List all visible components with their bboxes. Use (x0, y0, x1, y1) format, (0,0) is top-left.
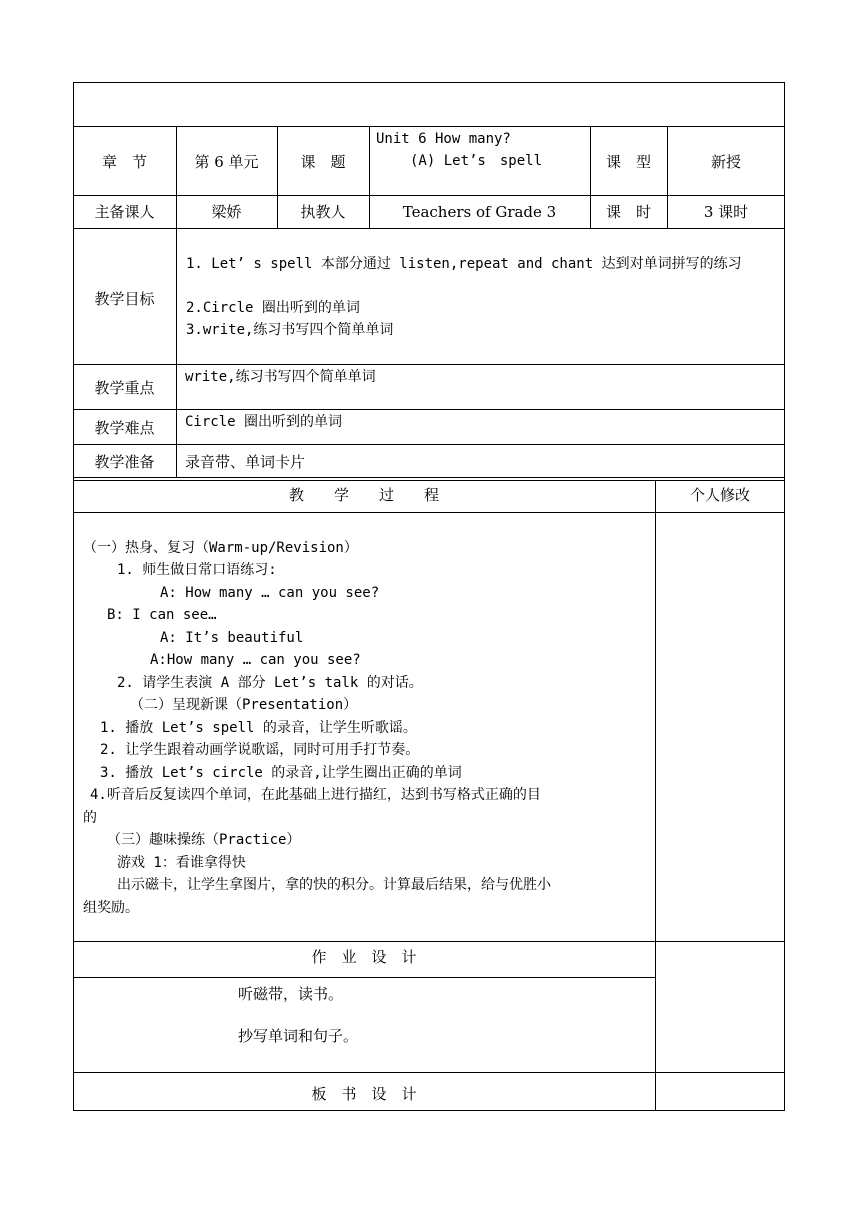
process-line: （二）呈现新课（Presentation） (130, 697, 358, 713)
goals-line-3: 3.write,练习书写四个简单单词 (186, 322, 394, 338)
key-points-text: write,练习书写四个简单单词 (185, 369, 376, 385)
goals-label: 教学目标 (94, 290, 155, 308)
preparation-label: 教学准备 (94, 453, 155, 471)
preparer-label: 主备课人 (94, 203, 155, 221)
row-divider (73, 977, 655, 978)
hours-value: 3 课时 (703, 203, 749, 221)
homework-title: 作 业 设 计 (311, 948, 417, 966)
topic-subtitle: (A) Let’s spell (410, 153, 543, 169)
row-divider (73, 941, 785, 942)
chapter-value: 第 6 单元 (194, 153, 259, 171)
chapter-label: 章 节 (101, 153, 147, 171)
process-line: 游戏 1：看谁拿得快 (117, 855, 246, 871)
goals-line-1: 1. Let’ s spell 本部分通过 listen,repeat and chant 达到对单词拼写的练习 (186, 256, 742, 272)
row-divider (73, 444, 785, 445)
process-line: 出示磁卡，让学生拿图片，拿的快的积分。计算最后结果，给与优胜小 (117, 877, 551, 893)
homework-line-1: 听磁带，读书。 (238, 985, 344, 1003)
column-divider (176, 126, 177, 477)
goals-line-2: 2.Circle 圈出听到的单词 (186, 300, 360, 316)
revision-title: 个人修改 (689, 486, 750, 504)
process-line: 的 (83, 810, 97, 826)
teacher-label: 执教人 (300, 203, 346, 221)
process-line: 3. 播放 Let’s circle 的录音,让学生圈出正确的单词 (100, 765, 462, 781)
process-line: 1. 播放 Let’s spell 的录音，让学生听歌谣。 (100, 720, 417, 736)
process-line: 2. 请学生表演 A 部分 Let’s talk 的对话。 (117, 675, 423, 691)
hours-label: 课 时 (605, 203, 651, 221)
topic-label: 课 题 (300, 153, 346, 171)
process-title: 教 学 过 程 (288, 486, 439, 504)
row-divider (73, 1072, 785, 1073)
row-divider (73, 195, 785, 196)
topic-title: Unit 6 How many? (376, 131, 511, 147)
row-divider (73, 477, 785, 478)
process-line: A:How many … can you see? (150, 652, 361, 668)
preparer-value: 梁娇 (211, 203, 242, 221)
process-line: A: How many … can you see? (160, 585, 380, 601)
process-line: B: I can see… (107, 607, 217, 623)
row-divider (73, 126, 785, 127)
process-line: A: It’s beautiful (160, 630, 304, 646)
process-line: （一）热身、复习（Warm-up/Revision） (83, 540, 358, 556)
column-divider (655, 480, 656, 1111)
row-divider (73, 480, 785, 481)
type-value: 新授 (710, 153, 741, 171)
row-divider (73, 409, 785, 410)
process-line: 组奖励。 (83, 900, 139, 916)
row-divider (73, 512, 785, 513)
teacher-value: Teachers of Grade 3 (402, 203, 557, 221)
process-line: （三）趣味操练（Practice） (107, 832, 301, 848)
difficulties-label: 教学难点 (94, 419, 155, 437)
type-label: 课 型 (605, 153, 651, 171)
board-title: 板 书 设 计 (311, 1085, 417, 1103)
process-line: 4.听音后反复读四个单词，在此基础上进行描红，达到书写格式正确的目 (90, 787, 541, 803)
key-points-label: 教学重点 (94, 379, 155, 397)
homework-line-2: 抄写单词和句子。 (238, 1027, 359, 1045)
process-line: 1. 师生做日常口语练习: (117, 562, 277, 578)
row-divider (73, 364, 785, 365)
process-line: 2. 让学生跟着动画学说歌谣，同时可用手打节奏。 (100, 742, 420, 758)
row-divider (73, 228, 785, 229)
difficulties-text: Circle 圈出听到的单词 (185, 414, 343, 430)
preparation-text: 录音带、单词卡片 (185, 453, 306, 471)
